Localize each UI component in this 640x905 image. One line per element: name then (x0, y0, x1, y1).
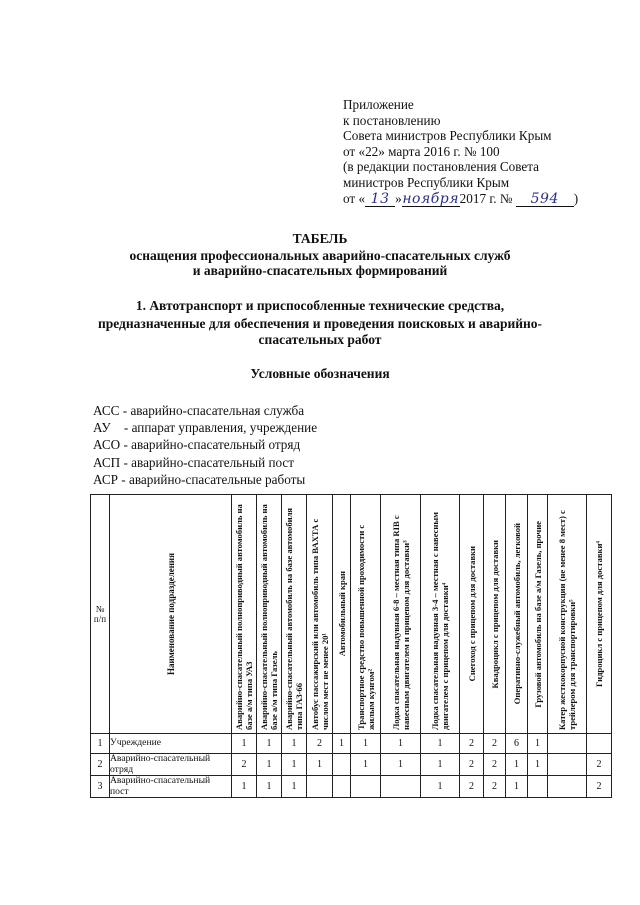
table-cell: 1 (421, 754, 460, 776)
table-cell: 1 (381, 754, 421, 776)
appendix-line: министров Республики Крым (343, 174, 510, 190)
column-header-text: Лодка спасательная надувная 6-8 – местная типа RIB с навесным двигателем и прицепом для доставки³ (390, 515, 411, 730)
amend-mid: » (395, 190, 402, 206)
legend-list (93, 402, 317, 488)
column-header-text: Аварийно-спасательный полноприводный автомобиль на базе а/м типа Газель (259, 504, 279, 730)
appendix-amendment-line (343, 191, 623, 207)
appendix-block (343, 97, 623, 207)
column-header-text: Снегоход с прицепом для доставки (466, 546, 477, 682)
table-cell (587, 734, 612, 754)
table-cell (381, 776, 421, 798)
table-cell: 1 (333, 734, 351, 754)
row-number: 2 (91, 754, 110, 776)
table-cell: 2 (587, 754, 612, 776)
table-cell: 2 (484, 776, 506, 798)
column-header (484, 495, 506, 734)
column-header (506, 495, 528, 734)
table-cell: 1 (282, 754, 307, 776)
column-header (548, 495, 587, 734)
table-cell: 1 (232, 776, 257, 798)
table-cell (307, 776, 333, 798)
legend-item: АСР - аварийно-спасательные работы (93, 471, 306, 487)
legend-item: АУ - аппарат управления, учреждение (93, 420, 318, 436)
table-cell: 1 (351, 754, 381, 776)
appendix-line: к постановлению (343, 112, 441, 128)
section-heading-line3: спасательных работ (258, 332, 382, 347)
table-cell (351, 776, 381, 798)
column-header-text: Аварийно-спасательный полноприводный автомобиль на базе а/м типа УАЗ (234, 504, 254, 730)
document-title: ТАБЕЛЬ (292, 231, 348, 246)
table-cell: 2 (484, 734, 506, 754)
column-header-text: Оперативно-служебный автомобиль, легковой (511, 523, 522, 705)
column-header-text: Гидроцикл с прицепом для доставки⁴ (594, 540, 604, 687)
table-cell: 1 (351, 734, 381, 754)
table-cell (548, 754, 587, 776)
table-cell (548, 776, 587, 798)
document-subtitle-line2: и аварийно-спасательных формирований (192, 263, 448, 278)
column-header (528, 495, 548, 734)
legend-heading: Условные обозначения (250, 366, 390, 381)
amend-suffix: ) (573, 190, 579, 206)
column-header (282, 495, 307, 734)
legend-item: АСП - аварийно-спасательный пост (93, 454, 295, 470)
equipment-table (90, 494, 612, 798)
row-number: 3 (91, 776, 110, 798)
column-header-text: Автобус пассажирский или автомобиль типа ВАХТА с числом мест не менее 20¹ (309, 518, 330, 730)
column-header-text: Лодка спасательная надувная 3-4 – местная с навесным двигателем с прицепом для доставки⁴ (430, 512, 450, 730)
table-cell: 1 (506, 776, 528, 798)
table-cell: 1 (282, 776, 307, 798)
table-cell: 6 (506, 734, 528, 754)
table-row (91, 734, 612, 754)
column-header-text: Квадроцикл с прицепом для доставки (489, 539, 500, 689)
table-cell: 2 (460, 754, 484, 776)
column-header-name (110, 495, 232, 734)
handwritten-number: 594 (516, 193, 574, 207)
table-body (91, 734, 612, 798)
amend-prefix: от « (343, 190, 366, 206)
row-name: Аварийно-спасательный отряд (110, 754, 232, 776)
table-cell: 2 (460, 734, 484, 754)
document-subtitle-line1: оснащения профессиональных аварийно-спасательных служб (129, 248, 511, 263)
table-row (91, 776, 612, 798)
table-cell (528, 776, 548, 798)
column-header-text: Транспортное средство повышенной проходимости с жилым кунгом² (355, 524, 376, 730)
table-cell (333, 776, 351, 798)
row-number: 1 (91, 734, 110, 754)
table-cell: 2 (307, 734, 333, 754)
table-header-row (91, 495, 612, 734)
column-header (381, 495, 421, 734)
table-cell: 2 (587, 776, 612, 798)
column-header (351, 495, 381, 734)
table-cell: 1 (381, 734, 421, 754)
table-cell: 1 (421, 776, 460, 798)
table-cell: 1 (257, 776, 282, 798)
section-heading-line2: предназначенные для обеспечения и проведения поисковых и аварийно- (97, 316, 543, 331)
column-header (307, 495, 333, 734)
column-header-number: № п/п (91, 495, 110, 734)
appendix-line: Совета министров Республики Крым (343, 128, 552, 144)
amend-year: 2017 г. № (459, 190, 513, 206)
table-cell: 1 (282, 734, 307, 754)
table-cell: 1 (307, 754, 333, 776)
table-cell: 2 (232, 754, 257, 776)
column-header-text: Грузовой автомобиль на базе а/м Газель, прочие (532, 520, 543, 708)
appendix-line: Приложение (343, 97, 414, 112)
row-name: Учреждение (110, 734, 232, 754)
column-header-text: Аварийно-спасательный автомобиль на базе автомобиля типа ГАЗ-66 (284, 507, 304, 730)
column-header-text: Катер жесткокорпусной конструкции (не менее 8 мест) с трейлером для транспортировки⁵ (557, 510, 577, 730)
table-cell: 1 (232, 734, 257, 754)
table-row (91, 754, 612, 776)
handwritten-month: ноября (402, 190, 460, 207)
table-cell: 2 (484, 754, 506, 776)
legend-item: АСО - аварийно-спасательный отряд (93, 437, 301, 453)
appendix-line: от «22» марта 2016 г. № 100 (343, 143, 500, 159)
column-header (587, 495, 612, 734)
row-name: Аварийно-спасательный пост (110, 776, 232, 798)
table-cell: 1 (528, 734, 548, 754)
table-cell: 2 (460, 776, 484, 798)
table-cell: 1 (421, 734, 460, 754)
section-heading-line1: 1. Автотранспорт и приспособленные технические средства, (135, 298, 505, 313)
column-header-text: Автомобильный кран (336, 571, 347, 657)
table-cell: 1 (257, 754, 282, 776)
legend-item: АСС - аварийно-спасательная служба (93, 403, 305, 418)
handwritten-day: 13 (365, 193, 395, 207)
table-cell (333, 754, 351, 776)
table-cell (548, 734, 587, 754)
column-header-name-text: Наименование подразделения (165, 552, 176, 676)
table-cell: 1 (506, 754, 528, 776)
column-header (257, 495, 282, 734)
column-header (421, 495, 460, 734)
column-header (232, 495, 257, 734)
appendix-line: (в редакции постановления Совета (343, 159, 540, 175)
column-header (460, 495, 484, 734)
table-cell: 1 (257, 734, 282, 754)
table-cell: 1 (528, 754, 548, 776)
column-header (333, 495, 351, 734)
